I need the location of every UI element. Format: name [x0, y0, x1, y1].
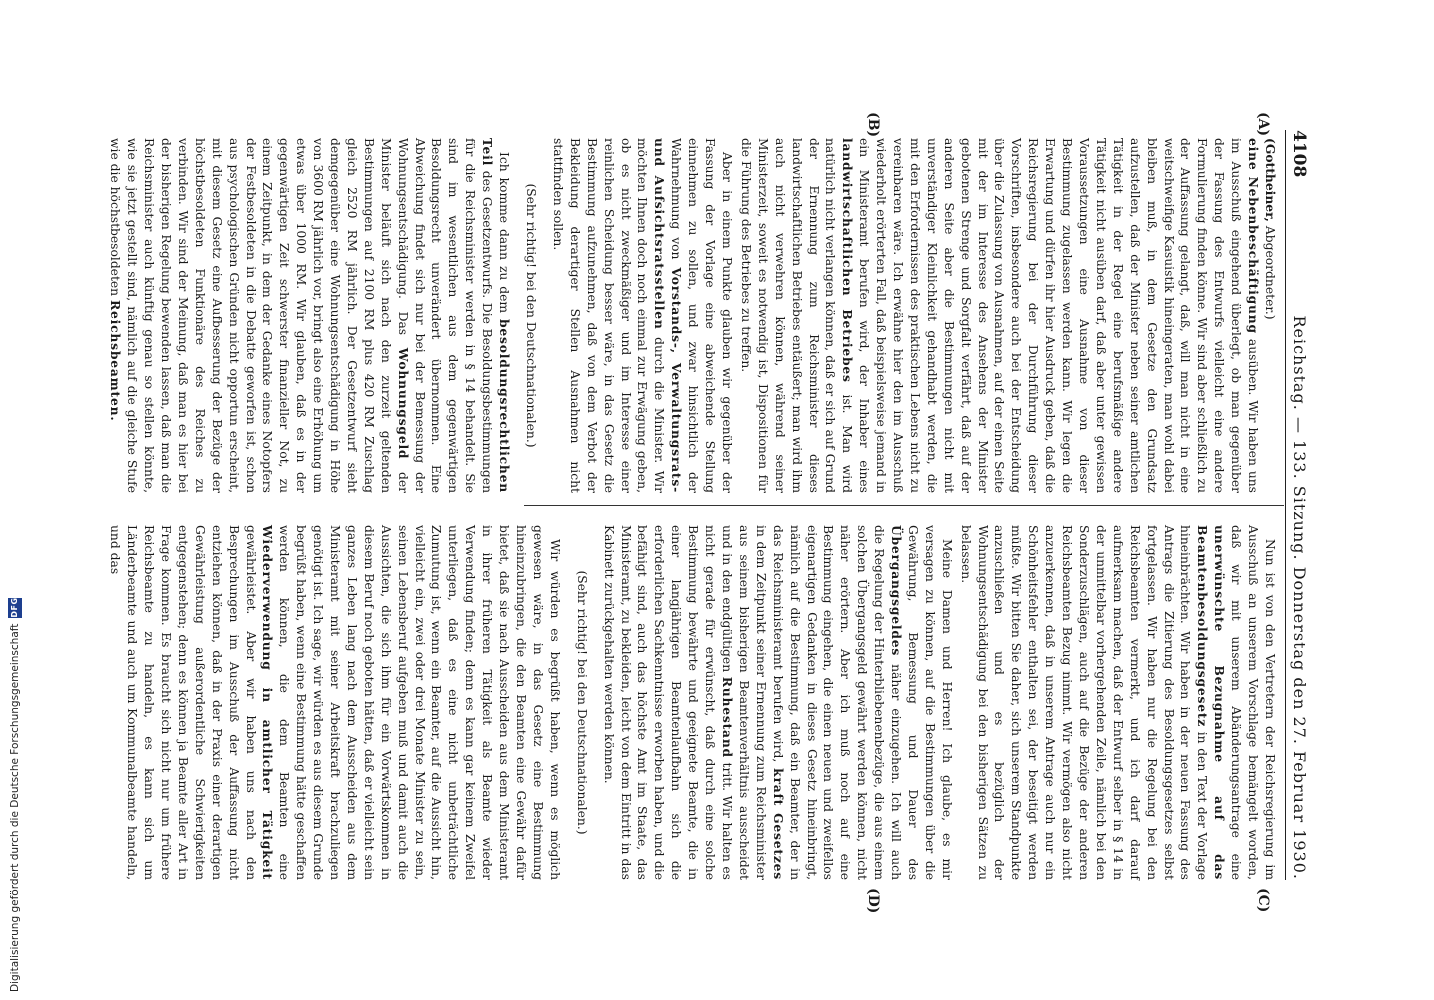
body-text: ist. Man wird natürlich nicht verlangen können, daß er sich auf Grund der Ernennung zum Reichsminister dieses landwirtschaftlichen Betriebes entäußert; man wird ihm auch nicht verwehren können, während seiner Ministerzeit, soweit es notwendig ist, Dispositionen für die Führung des Betriebes zu treffen.: [738, 138, 855, 493]
emphasis: Ruhestand: [720, 676, 735, 758]
body-text: Wir würden es begrüßt haben, wenn es möglich gewesen wäre, in das Gesetz eine Bestimmung hineinzubringen, die den Beamten eine Gewähr dafür bietet, daß sie nach Ausscheiden aus dem Ministeramt in ihrer früheren Tätigkeit als Beamte wieder Verwendung finden; denn es kann gar keinem Zweifel unterliegen, daß es eine nicht unbeträchtliche Zumutung ist, wenn ein Beamter, auf die Aussicht hin, vielleicht ein, zwei oder drei Monate Minister zu sein, seinen Lebensberuf aufgeben muß und damit auch die Aussichten, die sich ihm für ein Vorwärtskommen in diesem Beruf noch geboten hätten, daß er vielleicht sein ganzes Leben lang nach dem Ausscheiden aus dem Ministeramt mit seiner Arbeitskraft brachzuliegen genötigt ist. Ich sage, wir würden es aus diesem Grunde begrüßt haben, wenn eine Bestimmung hätte geschaffen werden können, die dem Beamten eine: [277, 525, 562, 880]
emphasis: kraft Gesetzes: [770, 768, 786, 880]
funding-note: [0, 0, 30, 1000]
body-text: Ich komme dann zu dem: [497, 152, 512, 314]
body-text: der Minister beläuft sich nach den zurzeit geltenden Bestimmungen auf 2100 RM plus 420 RM Zuschlag gleich 2520 RM jährlich. Der Gesetzentwurf sieht demgegenüber eine Wohnungsentschädigung in Höhe von 3600 RM jährlich vor, bringt also eine Erhöhung um etwas über 1000 RM. Wir glauben, daß es in der gegenwärtigen Zeit schwerster finanzieller Not, zu einem Zeitpunkt, in dem der Gedanke eines Notopfers der Festbesoldeten in die Debatte geworfen ist, schon aus psychologischen Gründen nicht opportun erscheint, mit diesem Gesetz eine Aufbesserung der Bezüge der höchstbesoldeten Funktionäre des Reiches zu verbinden. Wir sind der Meinung, daß man es hier bei der bisherigen Regelung bewenden lassen, daß man die Reichsminister auch künftig genau so stellen könnte, wie sie jetzt gestellt sind, nämlich auf die gleiche Stufe wie die höchstbesoldeten: [108, 138, 410, 493]
body-text: des Gesetzentwurfs. Die Besoldungsbestimmungen für die Reichsminister werden in § 14 behandelt. Sie sind im wesentlichen aus dem gegenwärtigen Besoldungsrecht unverändert übernommen. Eine Abweichung findet sich nur bei der Bemessung der Wohnungsentschädigung. Das: [395, 138, 495, 493]
emphasis: Vorstands-, Verwaltungsrats- und Aufsichtsratsstellen: [652, 138, 685, 493]
margin-letter-d: (D): [865, 888, 881, 914]
page-header: [1289, 130, 1309, 880]
body-text: in den Text der Vorlage hineinbrächten. Wir haben in der neuen Fassung des Antrags die Zitierung des Besoldungsgesetzes selbst fortgelassen. Wir haben nur die Regelung bei den Reichsbeamten vermerkt, und ich darf darauf aufmerksam machen, daß der Entwurf selber in § 14 in der unmittelbar vorhergehenden Zeile, nämlich bei den Sonderzuschlägen, auch auf die Bezüge der anderen Reichsbeamten Bezug nimmt. Wir vermögen also nicht anzuerkennen, daß in unserem Antrage auch nur ein Schönheitsfehler enthalten sei, der beseitigt werden müßte. Wir bitten Sie daher, sich unserem Standpunkte anzuschließen und es bezüglich der Wohnungsentschädigung bei den bisherigen Sätzen zu belassen.: [958, 525, 1210, 880]
emphasis: landwirtschaftlichen Betriebes: [840, 138, 856, 383]
body-text: näher einzugehen. Ich will auch die Regelung der Hinterbliebenenbezüge, die aus einem solchen Übergangsgeld gewährt werden können, nicht näher erörtern. Aber ich muß noch auf eine Bestimmung eingehen, die einen neuen und zweifellos eigenartigen Gedanken in dieses Gesetz hineinbringt, nämlich auf die Bestimmung, daß ein Beamter, der in das Reichsministeramt berufen wird,: [770, 525, 904, 880]
body-text: Aber in einem Punkte glauben wir gegenüber der Fassung der Vorlage eine abweichende Stellung einnehmen zu sollen, und zwar hinsichtlich der Wahrnehmung von: [669, 138, 734, 493]
emphasis: Wiederverwendung in amtlicher Tätigkeit: [260, 525, 276, 880]
emphasis: Reichsbeamten.: [108, 300, 124, 422]
body-text: in dem Zeitpunkt seiner Ernennung zum Reichsminister aus seinem bisherigen Beamtenverhältnis ausscheidet und in den endgültigen: [720, 525, 768, 880]
body-text: ausüben. Wir haben uns im Ausschuß eingehend überlegt, ob man gegenüber der Fassung des Entwurfs vielleicht eine andere Formulierung finden könne. Wir sind aber schließlich zu der Auffassung gelangt, daß, will man nicht in eine weitschweifige Kasuistik hineingeraten, man wohl dabei bleiben muß, in dem Gesetze den Grundsatz aufzustellen, daß der Minister neben seiner amtlichen Tätigkeit in der Regel eine berufsmäßige andere Tätigkeit nicht ausüben darf, daß aber unter gewissen Voraussetzungen eine Ausnahme von dieser Bestimmung zugelassen werden kann. Wir legen die Erwartung und dürfen ihr hier Ausdruck geben, daß die Reichsregierung bei der Durchführung dieser Vorschriften, insbesondere auch bei der Entscheidung über die Zulassung von Ausnahmen, auf der einen Seite mit der im Interesse des Ansehens der Minister gebotenen Strenge und Sorgfalt verfährt, daß auf der anderen Seite aber die Bestimmungen nicht mit unverständiger Kleinlichkeit gehandhabt werden, die mit den Erfordernissen des praktischen Lebens nicht zu vereinbaren wäre. Ich erwähne hier den im Ausschuß wiederholt erörterten Fall, daß beispielsweise jemand in ein Ministeramt berufen wird, der Inhaber eines: [857, 138, 1261, 493]
emphasis: Wohnungsgeld: [395, 347, 411, 460]
margin-letter-c: (C): [1255, 888, 1271, 913]
left-column: [104, 138, 1278, 493]
running-title: Reichstag. — 133. Sitzung. Donnerstag den 27. Februar 1930.: [1290, 315, 1309, 880]
body-text: Meine Damen und Herren! Ich glaube, es mir versagen zu können, auf die Bestimmungen über die Gewährung, Bemessung und Dauer des: [905, 525, 954, 880]
paragraph: [737, 138, 1278, 493]
body-text: durch die Minister. Wir möchten Ihnen doch noch einmal zur Erwägung geben, ob es nicht zweckmäßiger und im Interesse einer reinlichen Scheidung besser wäre, in das Gesetz die Bestimmung aufzunehmen, daß von dem Verbot der Bekleidung derartiger Stellen Ausnahmen nicht stattfinden sollen.: [550, 138, 667, 493]
paragraph: [600, 525, 955, 880]
interjection: (Sehr richtig! bei den Deutschnationalen.): [574, 570, 589, 835]
speaker-role: Abgeordneter.): [1263, 225, 1277, 320]
funding-text: Digitalisierung gefördert durch die Deutsche Forschungsgemeinschaft: [9, 623, 21, 992]
speaker-name: (Gottheiner,: [1263, 138, 1278, 222]
body-text: Nun ist von den Vertretern der Reichsregierung im Ausschuß an unserem Vorschlage bemängelt worden, daß wir mit unserem Abänderungsantrage eine: [1229, 525, 1277, 880]
page-number: 4108: [1289, 130, 1309, 178]
body-text: tritt. Wir halten es nicht gerade für erwünscht, daß durch eine solche Bestimmung bewährte und geeignete Beamte, die in einer langjährigen Beamtenlaufbahn sich die erforderlichen Sachkenntnisse erworben haben, und die befähigt sind, auch das höchste Amt im Staate, das Ministeramt, zu bekleiden, leicht von dem Eintritt in das Kabinett zurückgehalten werden können.: [601, 525, 734, 880]
paragraph: [106, 525, 562, 880]
paragraph: [549, 138, 735, 493]
emphasis: Übergangsgeldes: [889, 525, 905, 657]
dfg-logo: DFG: [8, 598, 22, 618]
interjection: (Sehr richtig! bei den Deutschnationalen.): [524, 183, 539, 448]
paragraph: [957, 525, 1278, 880]
emphasis: eine Nebenbeschäftigung: [1246, 138, 1262, 334]
margin-letter-a: (A): [1255, 112, 1271, 137]
column-divider: [524, 505, 1284, 506]
header-rule: [1285, 130, 1286, 880]
margin-letter-b: (B): [865, 112, 881, 138]
emphasis: unerwünschte Bezugnahme auf das Beamtenbesoldungsgesetz: [1195, 525, 1228, 880]
body-text: gewährleistet. Aber wir haben uns nach den Besprechungen im Ausschuß der Auffassung nicht entziehen können, daß in der Praxis einer derartigen Gewährleistung außerordentliche Schwierigkeiten entgegenstehen; denn es können ja Beamte aller Art in Frage kommen. Es braucht sich nicht nur um frühere Reichsbeamte zu handeln, es kann sich um Länderbeamte und auch um Kommunalbeamte handeln, und das: [108, 525, 258, 880]
emphasis: besoldungsrechtlichen Teil: [480, 138, 513, 493]
paragraph: [106, 138, 512, 493]
right-column: [104, 525, 1278, 880]
